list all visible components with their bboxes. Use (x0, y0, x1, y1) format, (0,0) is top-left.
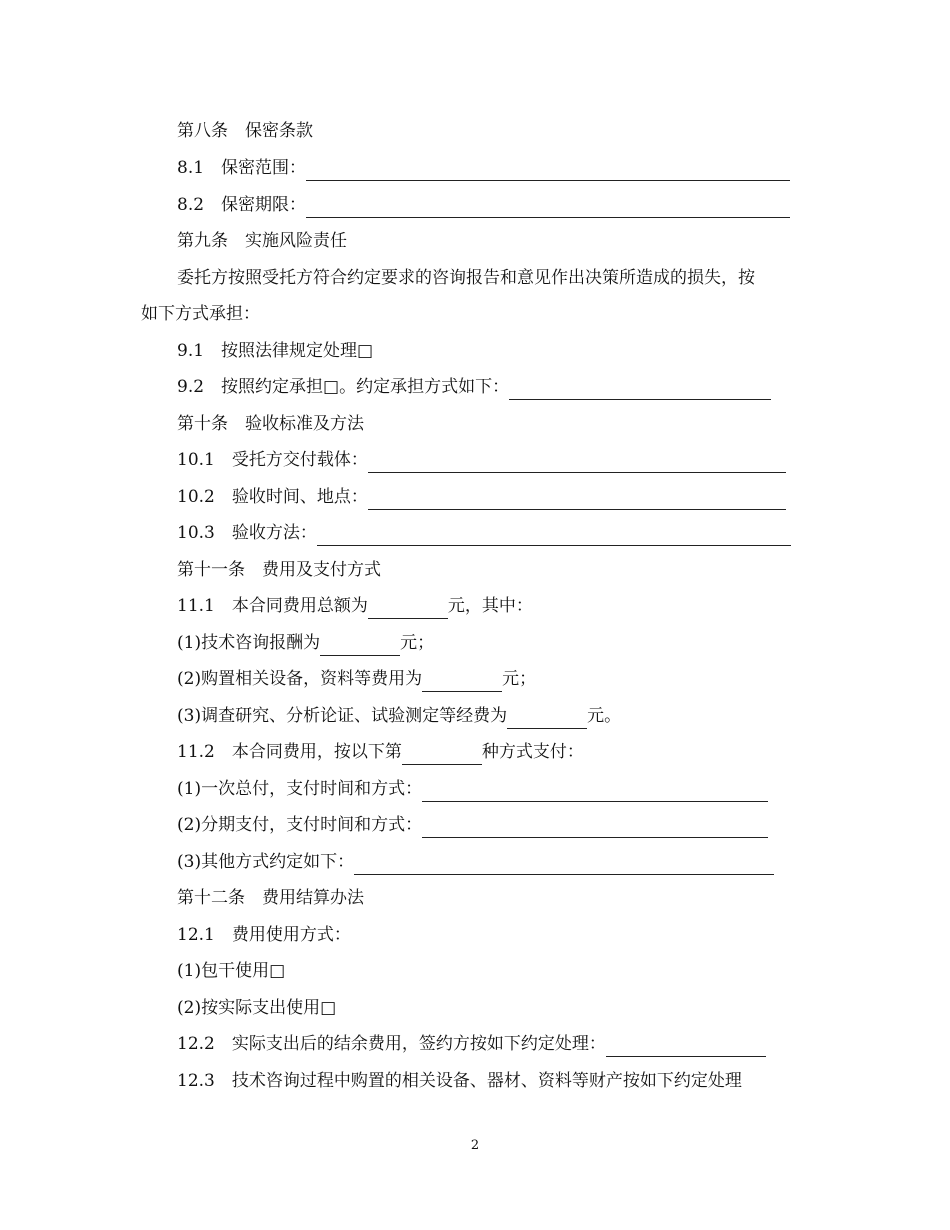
blank-field[interactable] (306, 199, 790, 218)
blank-field[interactable] (509, 381, 771, 400)
item-11-2-3: (3)其他方式约定如下： (0, 849, 950, 875)
item-11-2-2: (2)分期支付，支付时间和方式： (0, 812, 950, 838)
item-11-1-1: (1)技术咨询报酬为 元； (0, 630, 950, 656)
clause-10-2: 10.2 验收时间、地点： (0, 484, 950, 510)
clause-8-2: 8.2 保密期限： (0, 192, 950, 218)
clause-11-2: 11.2 本合同费用，按以下第 种方式支付： (0, 739, 950, 765)
clause-10-1: 10.1 受托方交付载体： (0, 447, 950, 473)
clause-12-1: 12.1 费用使用方式： (177, 925, 351, 945)
blank-field[interactable] (422, 783, 768, 802)
item-11-1-2: (2)购置相关设备，资料等费用为 元； (0, 666, 950, 692)
clause-9-1: 9.1 按照法律规定处理□ (177, 341, 374, 361)
clause-8-1: 8.1 保密范围： (0, 155, 950, 181)
item-11-1-3: (3)调查研究、分析论证、试验测定等经费为 元。 (0, 703, 950, 729)
blank-field[interactable] (606, 1038, 766, 1057)
blank-field[interactable] (422, 819, 768, 838)
page-number: 2 (470, 1138, 480, 1153)
blank-field[interactable] (368, 491, 786, 510)
clause-11-1: 11.1 本合同费用总额为 元，其中： (0, 593, 950, 619)
blank-field[interactable] (320, 637, 400, 656)
item-12-1-1: (1)包干使用□ (177, 961, 286, 981)
blank-field[interactable] (354, 856, 774, 875)
article-12-heading: 第十二条 费用结算办法 (177, 888, 364, 908)
blank-field[interactable] (422, 673, 502, 692)
article-9-paragraph-cont: 如下方式承担： (141, 304, 260, 324)
article-9-paragraph: 委托方按照受托方符合约定要求的咨询报告和意见作出决策所造成的损失，按 (177, 268, 755, 288)
article-8-heading: 第八条 保密条款 (177, 121, 313, 141)
blank-field[interactable] (368, 454, 786, 473)
article-9-heading: 第九条 实施风险责任 (177, 231, 347, 251)
article-10-heading: 第十条 验收标准及方法 (177, 414, 364, 434)
blank-field[interactable] (402, 746, 482, 765)
item-11-2-1: (1)一次总付，支付时间和方式： (0, 776, 950, 802)
item-12-1-2: (2)按实际支出使用□ (177, 998, 337, 1018)
clause-10-3: 10.3 验收方法： (0, 520, 950, 546)
blank-field[interactable] (317, 527, 791, 546)
clause-12-3: 12.3 技术咨询过程中购置的相关设备、器材、资料等财产按如下约定处理 (177, 1071, 742, 1091)
article-11-heading: 第十一条 费用及支付方式 (177, 560, 381, 580)
blank-field[interactable] (368, 600, 448, 619)
blank-field[interactable] (306, 162, 790, 181)
clause-9-2: 9.2 按照约定承担□。约定承担方式如下： (0, 374, 950, 400)
blank-field[interactable] (507, 710, 587, 729)
clause-12-2: 12.2 实际支出后的结余费用，签约方按如下约定处理： (0, 1031, 950, 1057)
